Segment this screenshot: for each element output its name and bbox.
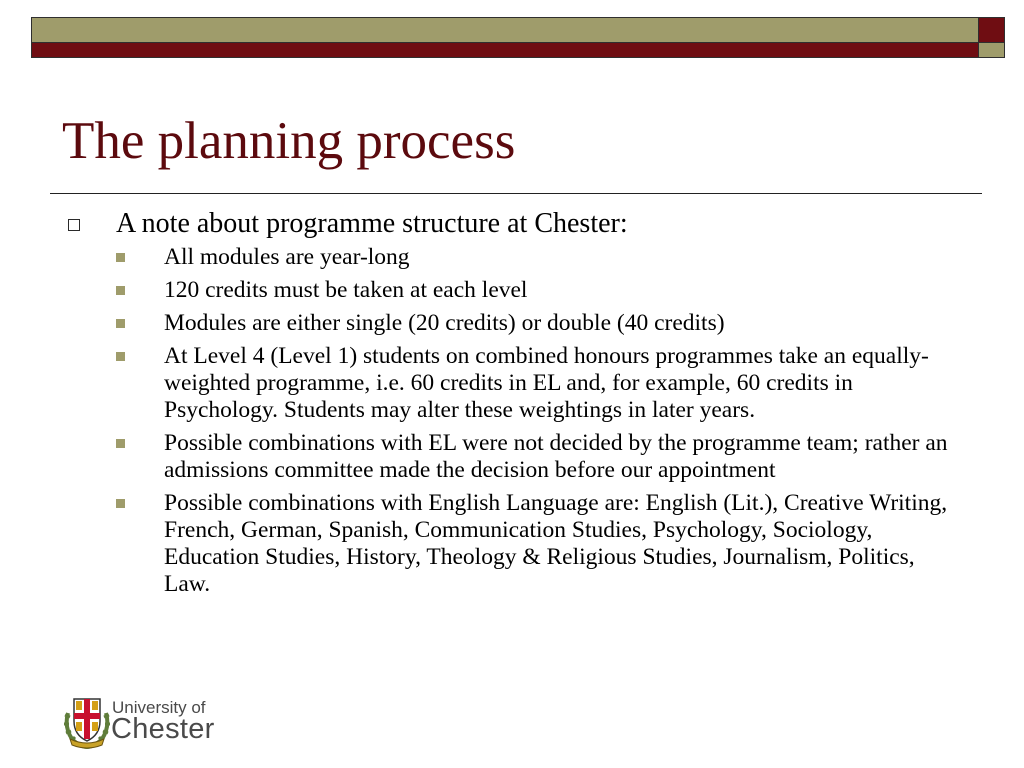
hollow-square-bullet-icon xyxy=(68,219,80,231)
sub-bullet-text: All modules are year-long xyxy=(164,244,410,270)
filled-square-bullet-icon xyxy=(116,253,125,262)
sub-bullet-text: Modules are either single (20 credits) or double (40 credits) xyxy=(164,310,725,336)
sub-bullet-list xyxy=(0,244,1024,598)
slide-title: The planning process xyxy=(62,112,516,170)
sub-bullet-text: Possible combinations with EL were not decided by the programme team; rather an admissions committee made the decision before our appointment xyxy=(164,430,948,483)
main-point-text: A note about programme structure at Chester: xyxy=(116,208,628,239)
sub-bullet-item xyxy=(164,277,964,304)
banner-olive-bar xyxy=(31,17,979,43)
sub-bullet-item xyxy=(164,490,964,598)
sub-bullet-item xyxy=(164,244,964,271)
filled-square-bullet-icon xyxy=(116,286,125,295)
sub-bullet-item xyxy=(164,310,964,337)
main-bullet-point xyxy=(116,206,976,242)
sub-bullet-item xyxy=(164,430,964,484)
university-crest-icon xyxy=(62,693,112,749)
sub-bullet-text: 120 credits must be taken at each level xyxy=(164,277,528,303)
filled-square-bullet-icon xyxy=(116,439,125,448)
sub-bullet-text: Possible combinations with English Language are: English (Lit.), Creative Writing, French, German, Spanish, Communication Studies, Psychology, Sociology, Education Studies, History, Theology & Religious Studies, Journalism, Politics, Law. xyxy=(164,490,948,597)
banner-olive-square xyxy=(978,42,1005,58)
logo-text-chester: Chester xyxy=(111,713,215,745)
slide-content xyxy=(0,206,1024,604)
filled-square-bullet-icon xyxy=(116,319,125,328)
filled-square-bullet-icon xyxy=(116,499,125,508)
title-divider xyxy=(50,193,982,194)
logo-text-university-of: University of xyxy=(112,698,206,717)
sub-bullet-item xyxy=(164,343,964,424)
sub-bullet-text: At Level 4 (Level 1) students on combined honours programmes take an equally-weighted programme, i.e. 60 credits in EL and, for example, 60 credits in Psychology. Students may alter these weightings in later years. xyxy=(164,343,929,423)
banner-maroon-square xyxy=(978,17,1005,43)
filled-square-bullet-icon xyxy=(116,352,125,361)
banner-maroon-bar xyxy=(31,42,979,58)
